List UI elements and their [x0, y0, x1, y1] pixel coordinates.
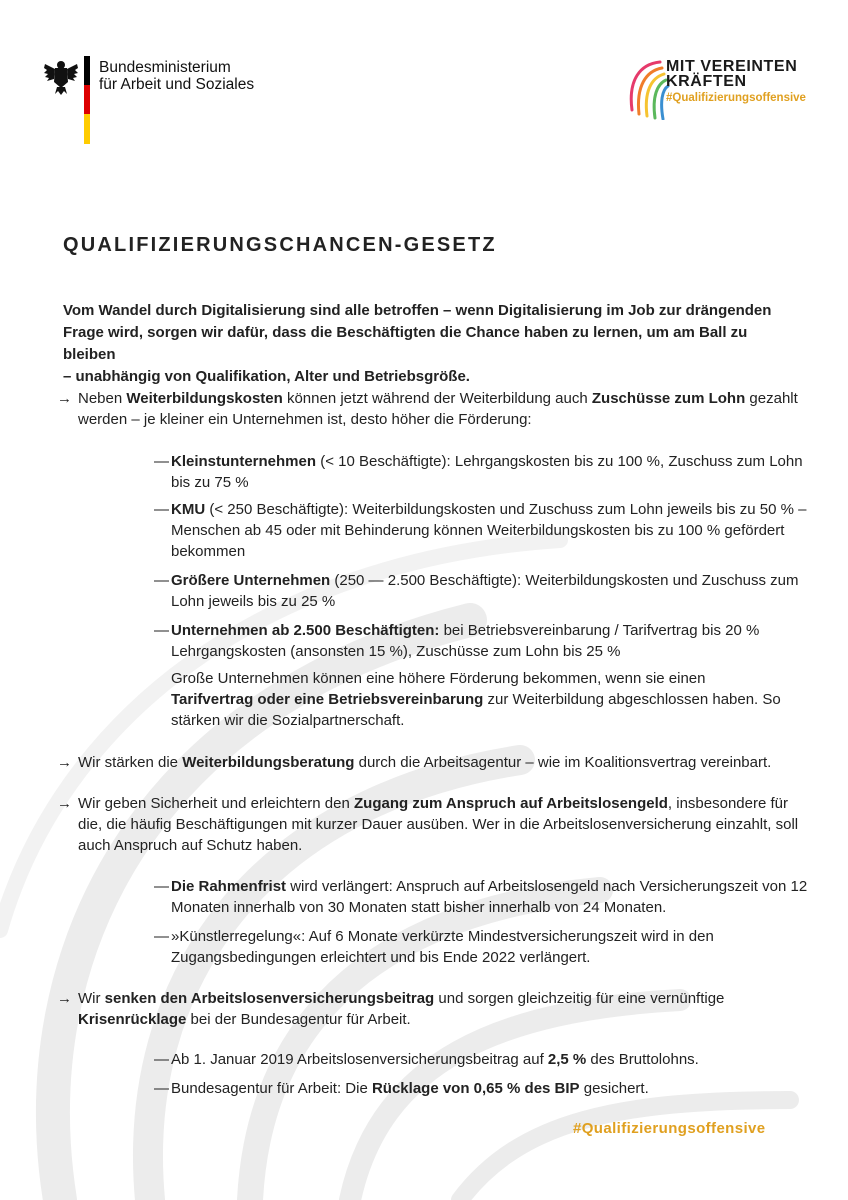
campaign-hashtag: #Qualifizierungsoffensive: [666, 92, 806, 104]
dash-icon: —: [154, 1080, 169, 1097]
item-bold: Weiterbildungskosten: [126, 390, 283, 407]
note-sozialpartnerschaft: [171, 668, 791, 731]
item-text: gezahlt werden – je kleiner ein Unternehmen ist, desto höher die Förderung:: [78, 390, 798, 428]
item-text: »Künstlerregelung«: Auf 6 Monate verkürzte Mindestversicherungszeit wird in den Zugangsbedingungen erleichtert und bis Ende 2022 verlängert.: [171, 928, 714, 966]
dash-icon: —: [154, 622, 169, 639]
footer-hashtag: #Qualifizierungsoffensive: [573, 1120, 766, 1137]
intro-line: – unabhängig von Qualifikation, Alter und Betriebsgröße.: [63, 368, 470, 385]
dash-icon: —: [154, 453, 169, 470]
dash-icon: —: [154, 928, 169, 945]
sub-item-rahmenfrist: [154, 876, 811, 918]
arrow-item-beitrag: [57, 988, 808, 1030]
item-bold: senken den Arbeitslosenversicherungsbeitrag: [104, 990, 435, 1007]
sub-item-groessere-unternehmen: [154, 570, 811, 612]
campaign-title-line1: MIT VEREINTEN: [666, 58, 798, 75]
intro-paragraph: [63, 300, 793, 388]
sub-item-grossunternehmen: [154, 620, 811, 662]
item-text: Bundesagentur für Arbeit: Die: [171, 1080, 372, 1097]
campaign-logo: [626, 56, 816, 120]
item-text: (< 10 Beschäftigte): Lehrgangskosten bis zu 100 %, Zuschuss zum Lohn bis zu 75 %: [171, 453, 803, 491]
item-text: bei Betriebsvereinbarung / Tarifvertrag bis 20 % Lehrgangskosten (ansonsten 15 %), Zuschüsse zum Lohn bis 25 %: [171, 622, 760, 660]
arrow-icon: →: [57, 390, 72, 407]
item-bold: Krisenrücklage: [78, 1011, 187, 1028]
item-text: und sorgen gleichzeitig für eine vernünftige: [434, 990, 725, 1007]
item-text: zur Weiterbildung abgeschlossen haben. So stärken wir die Sozialpartnerschaft.: [171, 691, 781, 729]
page-title: QUALIFIZIERUNGSCHANCEN-GESETZ: [63, 234, 497, 256]
item-bold: Weiterbildungsberatung: [182, 754, 355, 771]
item-bold: 2,5 %: [547, 1051, 587, 1068]
sub-item-kmu: [154, 499, 811, 562]
item-text: Große Unternehmen können eine höhere Förderung bekommen, wenn sie einen: [171, 670, 706, 687]
arrow-icon: →: [57, 795, 72, 812]
arrow-item-funding: [57, 388, 808, 430]
sub-item-kleinstunternehmen: [154, 451, 811, 493]
campaign-title-line2: KRÄFTEN: [666, 73, 747, 90]
arrow-icon: →: [57, 754, 72, 771]
dash-icon: —: [154, 501, 169, 518]
sub-item-ruecklage: [154, 1078, 811, 1099]
item-text: (< 250 Beschäftigte): Weiterbildungskosten und Zuschuss zum Lohn jeweils bis zu 50 % – Menschen ab 45 oder mit Behinderung können Weiterbildungskosten bis zu 100 % gefördert bekommen: [171, 501, 807, 560]
dash-icon: —: [154, 572, 169, 589]
item-text: können jetzt während der Weiterbildung auch: [282, 390, 592, 407]
item-bold: Größere Unternehmen: [171, 572, 331, 589]
item-bold: Zugang zum Anspruch auf Arbeitslosengeld: [354, 795, 668, 812]
item-text: des Bruttolohns.: [586, 1051, 699, 1068]
item-text: Wir stärken die: [78, 754, 183, 771]
ministry-name: [99, 59, 254, 93]
german-flag-bar: [84, 56, 90, 144]
item-bold: Zuschüsse zum Lohn: [591, 390, 746, 407]
item-text: bei der Bundesagentur für Arbeit.: [186, 1011, 411, 1028]
sub-item-beitragssatz: [154, 1049, 811, 1070]
item-text: Wir geben Sicherheit und erleichtern den: [78, 795, 354, 812]
item-text: wird verlängert: Anspruch auf Arbeitslosengeld nach Versicherungszeit von 12 Monaten innerhalb von 30 Monaten statt bisher innerhalb von 24 Monaten.: [171, 878, 808, 916]
item-bold: Unternehmen ab 2.500 Beschäftigten:: [171, 622, 440, 639]
item-text: Neben: [78, 390, 127, 407]
sub-item-kuenstlerregelung: [154, 926, 811, 968]
item-bold: Die Rahmenfrist: [171, 878, 287, 895]
item-text: (250 — 2.500 Beschäftigte): Weiterbildungskosten und Zuschuss zum Lohn jeweils bis zu 25 %: [171, 572, 799, 610]
item-text: Wir: [78, 990, 105, 1007]
dash-icon: —: [154, 878, 169, 895]
arrow-icon: →: [57, 990, 72, 1007]
federal-eagle-icon: [44, 58, 78, 96]
item-bold: Kleinstunternehmen: [171, 453, 317, 470]
ministry-name-line2: für Arbeit und Soziales: [99, 76, 255, 93]
item-text: durch die Arbeitsagentur – wie im Koalitionsvertrag vereinbart.: [354, 754, 772, 771]
arrow-item-beratung: [57, 752, 808, 773]
intro-line: Vom Wandel durch Digitalisierung sind alle betroffen – wenn Digitalisierung im Job zur drängenden: [63, 302, 772, 319]
item-text: gesichert.: [579, 1080, 649, 1097]
item-text: , insbesondere für die, die häufig Beschäftigungen mit kurzer Dauer ausüben. Wer in die Arbeitslosenversicherung einzahlt, soll auch Anspruch auf Schutz haben.: [78, 795, 799, 854]
item-bold: KMU: [171, 501, 206, 518]
ministry-name-line1: Bundesministerium: [99, 59, 231, 76]
arrow-item-arbeitslosengeld: [57, 793, 808, 856]
item-bold: Rücklage von 0,65 % des BIP: [371, 1080, 580, 1097]
dash-icon: —: [154, 1051, 169, 1068]
item-text: Ab 1. Januar 2019 Arbeitslosenversicherungsbeitrag auf: [171, 1051, 548, 1068]
item-bold: Tarifvertrag oder eine Betriebsvereinbarung: [171, 691, 484, 708]
intro-line: Frage wird, sorgen wir dafür, dass die Beschäftigten die Chance haben zu lernen, um am Ball zu bleiben: [63, 324, 748, 363]
